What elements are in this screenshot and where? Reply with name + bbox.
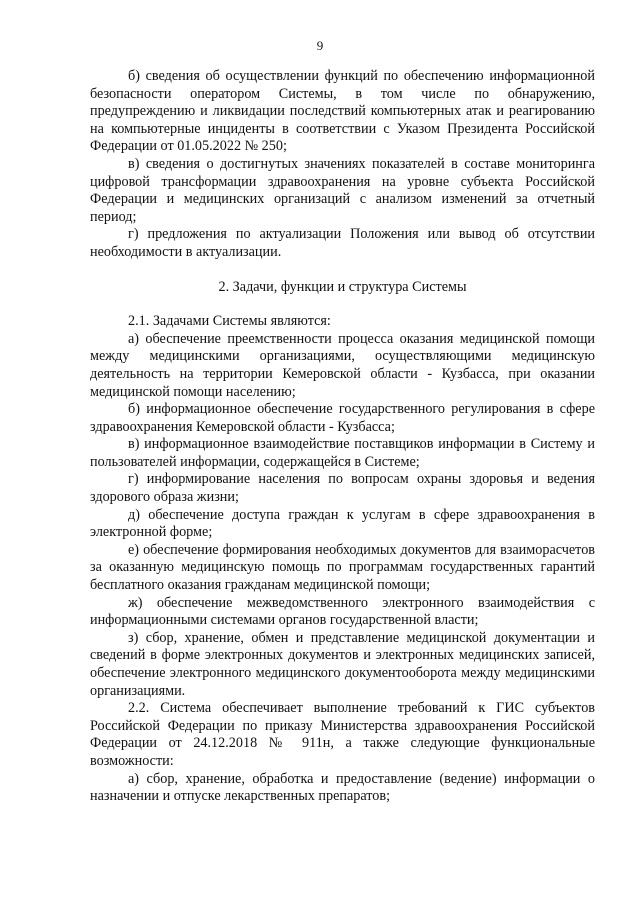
paragraph-2-2: 2.2. Система обеспечивает выполнение требований к ГИС субъектов Российской Федерации по приказу Министерства здравоохранения Российской Федерации от 24.12.2018 № 911н, а также следующие функциональные возможности: xyxy=(90,700,595,769)
task-z: з) сбор, хранение, обмен и представление медицинской документации и сведений в форме электронных документов и электронных медицинских записей, обеспечение электронного медицинского документооборота между медицинскими организациями. xyxy=(90,629,595,699)
task-b: б) информационное обеспечение государственного регулирования в сфере здравоохранения Кемеровской области - Кузбасса; xyxy=(90,401,595,435)
task-d: д) обеспечение доступа граждан к услугам в сфере здравоохранения в электронной форме; xyxy=(90,506,595,541)
document-body xyxy=(90,68,595,806)
page-number: 9 xyxy=(316,38,324,53)
paragraph-g-proposals: г) предложения по актуализации Положения или вывод об отсутствии необходимости в актуализации. xyxy=(90,226,595,260)
task-zh: ж) обеспечение межведомственного электронного взаимодействия с информационными системами органов государственной власти; xyxy=(90,594,595,629)
paragraph-v-indicators: в) сведения о достигнутых значениях показателей в составе мониторинга цифровой трансформации здравоохранения на уровне субъекта Российской Федерации и медицинских организаций с анализом изменений за отчетный период; xyxy=(90,155,595,225)
paragraph-b-info-security: б) сведения об осуществлении функций по обеспечению информационной безопасности оператором Системы, в том числе по обнаружению, предупреждению и ликвидации последствий компьютерных атак и реагированию на компьютерные инциденты в соответствии с Указом Президента Российской Федерации от 01.05.2022 № 250; xyxy=(90,68,595,155)
task-g: г) информирование населения по вопросам охраны здоровья и ведения здорового образа жизни; xyxy=(90,471,595,506)
function-a: а) сбор, хранение, обработка и предоставление (ведение) информации о назначении и отпуске лекарственных препаратов; xyxy=(90,770,595,805)
task-a: а) обеспечение преемственности процесса оказания медицинской помощи между медицинскими организациями, осуществляющими медицинскую деятельность на территории Кемеровской области - Кузбасса, при оказании медицинской помощи населению; xyxy=(90,330,595,400)
section-heading: 2. Задачи, функции и структура Системы xyxy=(218,278,467,295)
task-e: е) обеспечение формирования необходимых документов для взаиморасчетов за оказанную медицинскую помощь по программам государственных гарантий бесплатного оказания гражданам медицинской помощи; xyxy=(90,541,595,594)
task-v: в) информационное взаимодействие поставщиков информации в Систему и пользователей информации, содержащейся в Системе; xyxy=(90,436,595,470)
paragraph-2-1-intro: 2.1. Задачами Системы являются: xyxy=(128,313,331,330)
